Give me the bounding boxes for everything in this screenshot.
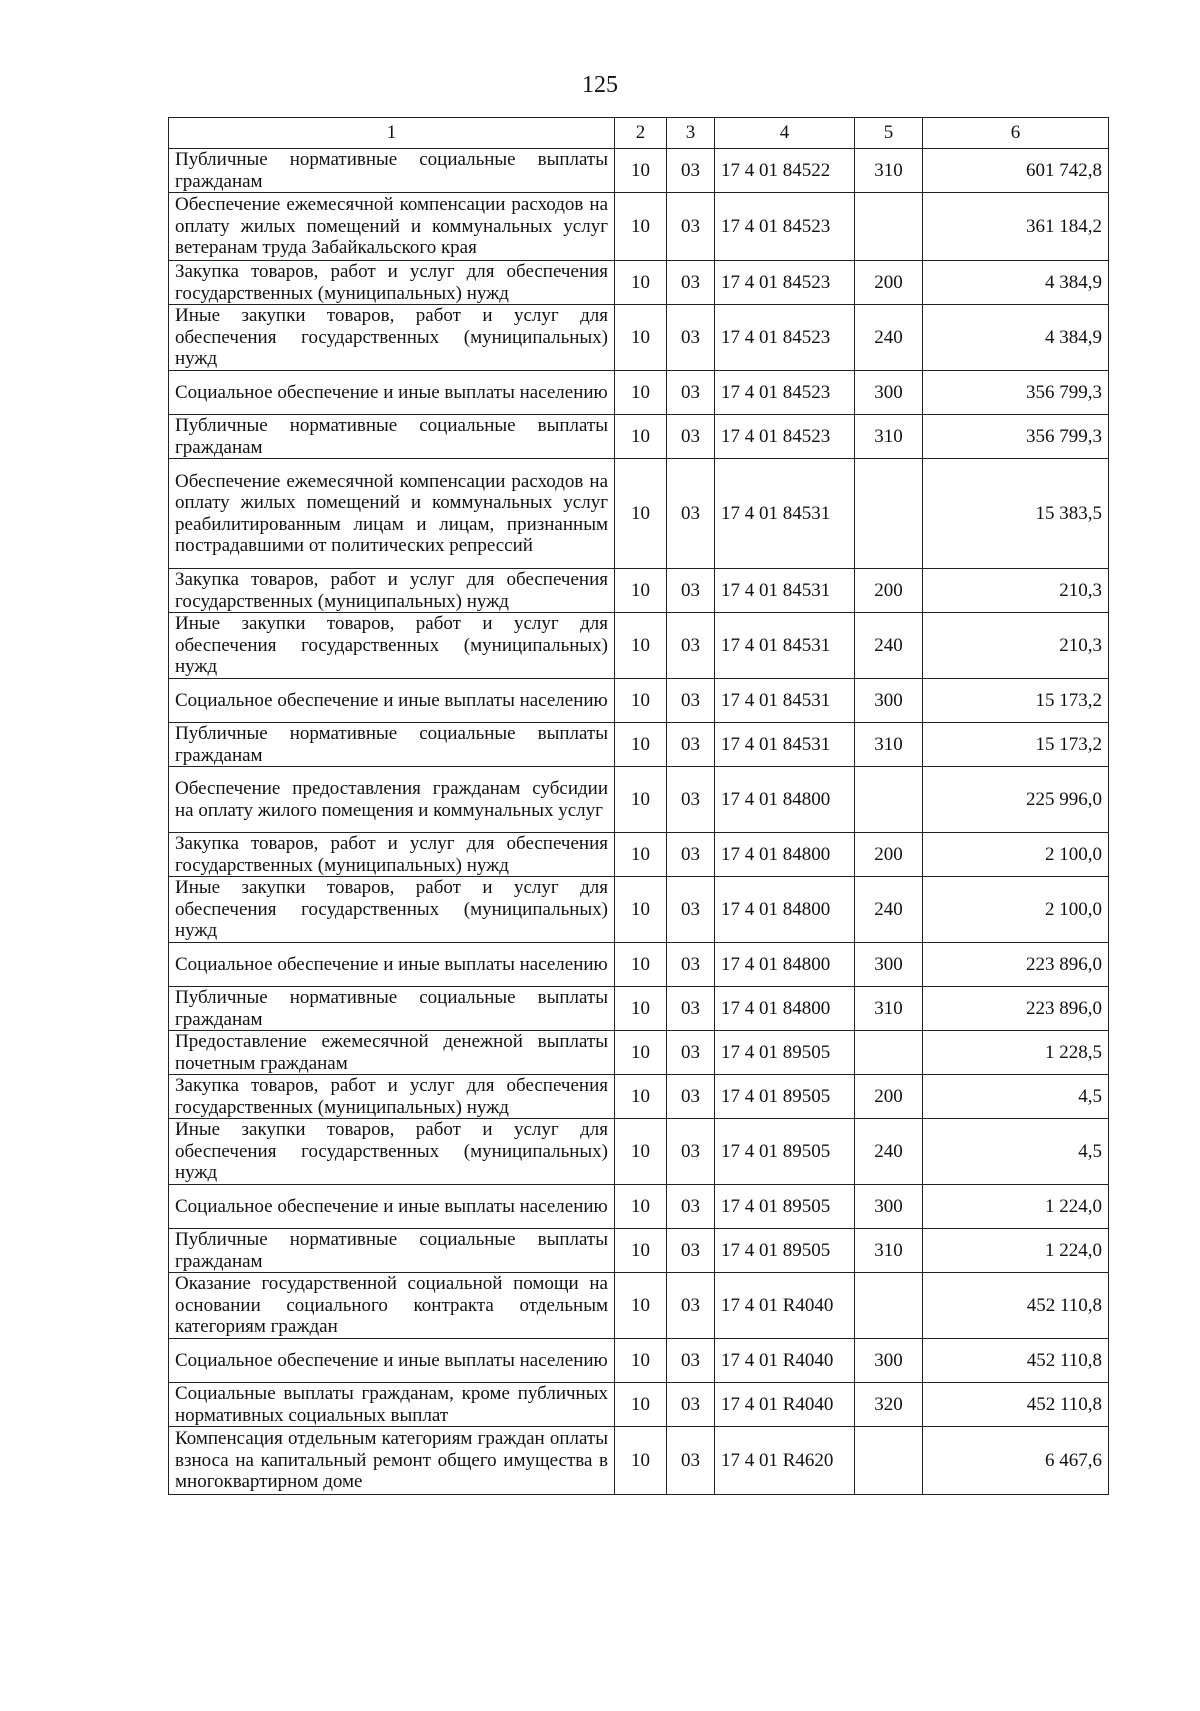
amount-cell: 361 184,2 <box>923 193 1109 261</box>
header-row <box>169 118 1109 149</box>
subsection-code-cell: 03 <box>667 767 715 833</box>
section-code-cell: 10 <box>615 1031 667 1075</box>
subsection-code-cell: 03 <box>667 149 715 193</box>
row-name-cell: Публичные нормативные социальные выплаты гражданам <box>169 723 615 767</box>
header-cell: 6 <box>923 118 1109 149</box>
row-name-cell: Закупка товаров, работ и услуг для обеспечения государственных (муниципальных) нужд <box>169 569 615 613</box>
target-article-cell: 17 4 01 89505 <box>715 1119 855 1185</box>
expense-type-cell: 300 <box>855 371 923 415</box>
amount-cell: 4 384,9 <box>923 261 1109 305</box>
section-code-cell: 10 <box>615 305 667 371</box>
amount-cell: 15 383,5 <box>923 459 1109 569</box>
section-code-cell: 10 <box>615 193 667 261</box>
amount-cell: 452 110,8 <box>923 1273 1109 1339</box>
table-row <box>169 1273 1109 1339</box>
table-row <box>169 1229 1109 1273</box>
header-cell: 5 <box>855 118 923 149</box>
target-article-cell: 17 4 01 84531 <box>715 679 855 723</box>
header-cell: 3 <box>667 118 715 149</box>
row-name-cell: Оказание государственной социальной помощи на основании социального контракта отдельным категориям граждан <box>169 1273 615 1339</box>
expense-type-cell: 240 <box>855 305 923 371</box>
subsection-code-cell: 03 <box>667 305 715 371</box>
subsection-code-cell: 03 <box>667 569 715 613</box>
table-row <box>169 877 1109 943</box>
table-row <box>169 1075 1109 1119</box>
amount-cell: 15 173,2 <box>923 723 1109 767</box>
subsection-code-cell: 03 <box>667 1229 715 1273</box>
amount-cell: 223 896,0 <box>923 987 1109 1031</box>
section-code-cell: 10 <box>615 569 667 613</box>
subsection-code-cell: 03 <box>667 613 715 679</box>
subsection-code-cell: 03 <box>667 679 715 723</box>
section-code-cell: 10 <box>615 261 667 305</box>
expense-type-cell: 240 <box>855 877 923 943</box>
table-row <box>169 261 1109 305</box>
section-code-cell: 10 <box>615 943 667 987</box>
row-name-cell: Закупка товаров, работ и услуг для обеспечения государственных (муниципальных) нужд <box>169 833 615 877</box>
header-cell: 4 <box>715 118 855 149</box>
table-row <box>169 459 1109 569</box>
expense-type-cell: 300 <box>855 943 923 987</box>
amount-cell: 223 896,0 <box>923 943 1109 987</box>
section-code-cell: 10 <box>615 877 667 943</box>
amount-cell: 1 228,5 <box>923 1031 1109 1075</box>
amount-cell: 2 100,0 <box>923 833 1109 877</box>
row-name-cell: Компенсация отдельным категориям граждан оплаты взноса на капитальный ремонт общего имущества в многоквартирном доме <box>169 1427 615 1495</box>
subsection-code-cell: 03 <box>667 723 715 767</box>
budget-table <box>168 117 1109 1495</box>
section-code-cell: 10 <box>615 1383 667 1427</box>
amount-cell: 4,5 <box>923 1075 1109 1119</box>
subsection-code-cell: 03 <box>667 833 715 877</box>
row-name-cell: Социальное обеспечение и иные выплаты населению <box>169 1339 615 1383</box>
subsection-code-cell: 03 <box>667 1075 715 1119</box>
section-code-cell: 10 <box>615 679 667 723</box>
amount-cell: 356 799,3 <box>923 371 1109 415</box>
amount-cell: 356 799,3 <box>923 415 1109 459</box>
amount-cell: 452 110,8 <box>923 1339 1109 1383</box>
target-article-cell: 17 4 01 84523 <box>715 415 855 459</box>
target-article-cell: 17 4 01 84531 <box>715 569 855 613</box>
table-row <box>169 723 1109 767</box>
expense-type-cell: 310 <box>855 1229 923 1273</box>
target-article-cell: 17 4 01 84522 <box>715 149 855 193</box>
expense-type-cell: 240 <box>855 1119 923 1185</box>
table-row <box>169 987 1109 1031</box>
expense-type-cell <box>855 1273 923 1339</box>
subsection-code-cell: 03 <box>667 1031 715 1075</box>
subsection-code-cell: 03 <box>667 1273 715 1339</box>
target-article-cell: 17 4 01 84800 <box>715 833 855 877</box>
table-row <box>169 1339 1109 1383</box>
table-row <box>169 613 1109 679</box>
row-name-cell: Иные закупки товаров, работ и услуг для обеспечения государственных (муниципальных) нужд <box>169 1119 615 1185</box>
table-row <box>169 415 1109 459</box>
table-row <box>169 1383 1109 1427</box>
table-row <box>169 305 1109 371</box>
section-code-cell: 10 <box>615 1075 667 1119</box>
expense-type-cell <box>855 459 923 569</box>
amount-cell: 210,3 <box>923 613 1109 679</box>
expense-type-cell: 240 <box>855 613 923 679</box>
target-article-cell: 17 4 01 R4040 <box>715 1383 855 1427</box>
amount-cell: 225 996,0 <box>923 767 1109 833</box>
subsection-code-cell: 03 <box>667 987 715 1031</box>
amount-cell: 15 173,2 <box>923 679 1109 723</box>
section-code-cell: 10 <box>615 1229 667 1273</box>
section-code-cell: 10 <box>615 371 667 415</box>
target-article-cell: 17 4 01 84800 <box>715 987 855 1031</box>
target-article-cell: 17 4 01 84800 <box>715 943 855 987</box>
amount-cell: 210,3 <box>923 569 1109 613</box>
row-name-cell: Иные закупки товаров, работ и услуг для обеспечения государственных (муниципальных) нужд <box>169 877 615 943</box>
subsection-code-cell: 03 <box>667 261 715 305</box>
amount-cell: 4,5 <box>923 1119 1109 1185</box>
row-name-cell: Иные закупки товаров, работ и услуг для обеспечения государственных (муниципальных) нужд <box>169 305 615 371</box>
target-article-cell: 17 4 01 89505 <box>715 1185 855 1229</box>
amount-cell: 601 742,8 <box>923 149 1109 193</box>
target-article-cell: 17 4 01 84523 <box>715 305 855 371</box>
target-article-cell: 17 4 01 89505 <box>715 1229 855 1273</box>
expense-type-cell: 300 <box>855 1339 923 1383</box>
amount-cell: 1 224,0 <box>923 1229 1109 1273</box>
target-article-cell: 17 4 01 R4040 <box>715 1273 855 1339</box>
expense-type-cell <box>855 1031 923 1075</box>
amount-cell: 6 467,6 <box>923 1427 1109 1495</box>
target-article-cell: 17 4 01 84531 <box>715 723 855 767</box>
expense-type-cell: 310 <box>855 415 923 459</box>
target-article-cell: 17 4 01 R4040 <box>715 1339 855 1383</box>
expense-type-cell: 310 <box>855 149 923 193</box>
target-article-cell: 17 4 01 84800 <box>715 877 855 943</box>
target-article-cell: 17 4 01 84800 <box>715 767 855 833</box>
section-code-cell: 10 <box>615 987 667 1031</box>
header-cell: 1 <box>169 118 615 149</box>
subsection-code-cell: 03 <box>667 459 715 569</box>
subsection-code-cell: 03 <box>667 877 715 943</box>
row-name-cell: Иные закупки товаров, работ и услуг для обеспечения государственных (муниципальных) нужд <box>169 613 615 679</box>
target-article-cell: 17 4 01 89505 <box>715 1075 855 1119</box>
table-row <box>169 833 1109 877</box>
row-name-cell: Публичные нормативные социальные выплаты гражданам <box>169 1229 615 1273</box>
table-row <box>169 1427 1109 1495</box>
row-name-cell: Публичные нормативные социальные выплаты гражданам <box>169 415 615 459</box>
section-code-cell: 10 <box>615 833 667 877</box>
subsection-code-cell: 03 <box>667 193 715 261</box>
expense-type-cell: 310 <box>855 723 923 767</box>
expense-type-cell <box>855 767 923 833</box>
table-row <box>169 1185 1109 1229</box>
table-row <box>169 679 1109 723</box>
page-number: 125 <box>582 72 618 98</box>
row-name-cell: Публичные нормативные социальные выплаты гражданам <box>169 987 615 1031</box>
section-code-cell: 10 <box>615 767 667 833</box>
row-name-cell: Социальное обеспечение и иные выплаты населению <box>169 1185 615 1229</box>
target-article-cell: 17 4 01 84531 <box>715 459 855 569</box>
subsection-code-cell: 03 <box>667 1383 715 1427</box>
subsection-code-cell: 03 <box>667 371 715 415</box>
expense-type-cell: 200 <box>855 261 923 305</box>
expense-type-cell: 320 <box>855 1383 923 1427</box>
row-name-cell: Социальное обеспечение и иные выплаты населению <box>169 679 615 723</box>
target-article-cell: 17 4 01 84531 <box>715 613 855 679</box>
section-code-cell: 10 <box>615 1339 667 1383</box>
expense-type-cell: 200 <box>855 833 923 877</box>
section-code-cell: 10 <box>615 1427 667 1495</box>
row-name-cell: Обеспечение ежемесячной компенсации расходов на оплату жилых помещений и коммунальных услуг реабилитированным лицам и лицам, признанным пострадавшими от политических репрессий <box>169 459 615 569</box>
table-row <box>169 371 1109 415</box>
table-row <box>169 943 1109 987</box>
row-name-cell: Социальное обеспечение и иные выплаты населению <box>169 371 615 415</box>
row-name-cell: Закупка товаров, работ и услуг для обеспечения государственных (муниципальных) нужд <box>169 1075 615 1119</box>
header-cell: 2 <box>615 118 667 149</box>
expense-type-cell: 300 <box>855 679 923 723</box>
expense-type-cell <box>855 193 923 261</box>
expense-type-cell <box>855 1427 923 1495</box>
row-name-cell: Обеспечение ежемесячной компенсации расходов на оплату жилых помещений и коммунальных услуг ветеранам труда Забайкальского края <box>169 193 615 261</box>
subsection-code-cell: 03 <box>667 1427 715 1495</box>
table-row <box>169 149 1109 193</box>
row-name-cell: Предоставление ежемесячной денежной выплаты почетным гражданам <box>169 1031 615 1075</box>
table-row <box>169 767 1109 833</box>
section-code-cell: 10 <box>615 149 667 193</box>
section-code-cell: 10 <box>615 415 667 459</box>
table-row <box>169 569 1109 613</box>
expense-type-cell: 300 <box>855 1185 923 1229</box>
amount-cell: 2 100,0 <box>923 877 1109 943</box>
section-code-cell: 10 <box>615 723 667 767</box>
subsection-code-cell: 03 <box>667 943 715 987</box>
section-code-cell: 10 <box>615 1273 667 1339</box>
target-article-cell: 17 4 01 R4620 <box>715 1427 855 1495</box>
section-code-cell: 10 <box>615 613 667 679</box>
target-article-cell: 17 4 01 84523 <box>715 261 855 305</box>
amount-cell: 4 384,9 <box>923 305 1109 371</box>
section-code-cell: 10 <box>615 1185 667 1229</box>
subsection-code-cell: 03 <box>667 1185 715 1229</box>
section-code-cell: 10 <box>615 459 667 569</box>
target-article-cell: 17 4 01 89505 <box>715 1031 855 1075</box>
table-row <box>169 1119 1109 1185</box>
row-name-cell: Публичные нормативные социальные выплаты гражданам <box>169 149 615 193</box>
expense-type-cell: 200 <box>855 1075 923 1119</box>
row-name-cell: Обеспечение предоставления гражданам субсидии на оплату жилого помещения и коммунальных услуг <box>169 767 615 833</box>
row-name-cell: Закупка товаров, работ и услуг для обеспечения государственных (муниципальных) нужд <box>169 261 615 305</box>
expense-type-cell: 200 <box>855 569 923 613</box>
section-code-cell: 10 <box>615 1119 667 1185</box>
table-row <box>169 193 1109 261</box>
target-article-cell: 17 4 01 84523 <box>715 371 855 415</box>
table-row <box>169 1031 1109 1075</box>
amount-cell: 1 224,0 <box>923 1185 1109 1229</box>
row-name-cell: Социальное обеспечение и иные выплаты населению <box>169 943 615 987</box>
subsection-code-cell: 03 <box>667 1339 715 1383</box>
subsection-code-cell: 03 <box>667 1119 715 1185</box>
expense-type-cell: 310 <box>855 987 923 1031</box>
amount-cell: 452 110,8 <box>923 1383 1109 1427</box>
target-article-cell: 17 4 01 84523 <box>715 193 855 261</box>
row-name-cell: Социальные выплаты гражданам, кроме публичных нормативных социальных выплат <box>169 1383 615 1427</box>
subsection-code-cell: 03 <box>667 415 715 459</box>
